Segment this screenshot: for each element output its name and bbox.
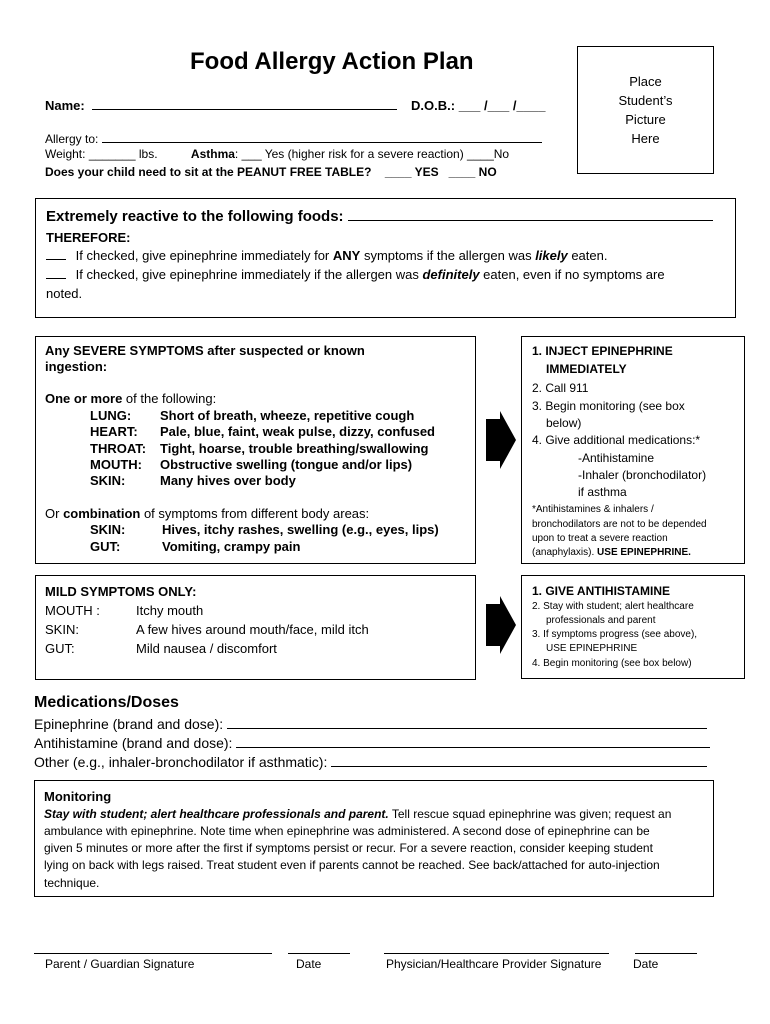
monitoring-line-4: lying on back with legs raised. Treat student even if parents cannot be reached. See back/attached for auto-injection bbox=[44, 858, 660, 872]
heart-text: Pale, blue, faint, weak pulse, dizzy, confused bbox=[160, 424, 435, 439]
sa-step1a: 1. INJECT EPINEPHRINE bbox=[532, 344, 673, 358]
severe-item-lung bbox=[90, 408, 414, 423]
allergy-label: Allergy to: bbox=[45, 132, 99, 146]
combo-gut-text: Vomiting, crampy pain bbox=[162, 539, 301, 554]
sa-med2: -Inhaler (bronchodilator) bbox=[578, 468, 707, 482]
dob-label: D.O.B.: bbox=[411, 98, 456, 113]
severe-item-skin bbox=[90, 473, 296, 488]
picture-line-3: Picture bbox=[625, 112, 666, 127]
ma-step2a: 2. Stay with student; alert healthcare bbox=[532, 601, 694, 612]
opt1-any: ANY bbox=[332, 248, 361, 263]
picture-line-2: Student’s bbox=[618, 93, 673, 108]
checkbox-line-definitely[interactable] bbox=[46, 267, 66, 279]
sa-step3a: 3. Begin monitoring (see box bbox=[532, 399, 685, 413]
combination-line bbox=[45, 506, 369, 521]
therefore-label: THEREFORE: bbox=[46, 230, 131, 245]
mild-symptoms-box bbox=[35, 575, 476, 680]
sa-step3b: below) bbox=[546, 416, 582, 430]
opt1-likely: likely bbox=[535, 248, 568, 263]
student-picture-box[interactable] bbox=[577, 46, 714, 174]
combination-rest: of symptoms from different body areas: bbox=[140, 506, 370, 521]
lung-text: Short of breath, wheeze, repetitive cough bbox=[160, 408, 415, 423]
mild-actions-box bbox=[521, 575, 745, 679]
severe-symptoms-box bbox=[35, 336, 476, 564]
antihistamine-row bbox=[34, 735, 710, 751]
ma-step2b: professionals and parent bbox=[546, 615, 656, 626]
mild-item-gut bbox=[45, 641, 277, 656]
severe-heading-2: ingestion: bbox=[45, 359, 108, 374]
throat-label: THROAT: bbox=[90, 441, 147, 456]
allergy-field[interactable] bbox=[102, 130, 542, 143]
ma-step1: 1. GIVE ANTIHISTAMINE bbox=[532, 584, 671, 598]
sa-step2: 2. Call 911 bbox=[532, 381, 589, 395]
severe-item-mouth bbox=[90, 457, 412, 472]
peanut-row bbox=[45, 165, 497, 179]
reactive-foods-box bbox=[35, 198, 736, 318]
epinephrine-label: Epinephrine (brand and dose): bbox=[34, 716, 224, 732]
opt1-text-c: eaten. bbox=[567, 248, 608, 263]
mild-skin-text: A few hives around mouth/face, mild itch bbox=[136, 622, 369, 637]
date1-line[interactable] bbox=[288, 953, 350, 954]
physician-signature-label: Physician/Healthcare Provider Signature bbox=[386, 957, 602, 971]
mild-mouth-text: Itchy mouth bbox=[136, 603, 204, 618]
severe-heading-1: Any SEVERE SYMPTOMS after suspected or known bbox=[45, 343, 365, 358]
sa-med3: if asthma bbox=[578, 485, 627, 499]
one-or-more-bold: One or more bbox=[45, 391, 123, 406]
combo-skin-text: Hives, itchy rashes, swelling (e.g., eyes, lips) bbox=[162, 522, 439, 537]
parent-signature-line[interactable] bbox=[34, 953, 272, 954]
throat-text: Tight, hoarse, trouble breathing/swallowing bbox=[160, 441, 429, 456]
sa-note3: upon to treat a severe reaction bbox=[532, 533, 668, 544]
sa-step1b: IMMEDIATELY bbox=[546, 362, 627, 376]
monitoring-line-3: given 5 minutes or more after the first if symptoms persist or recur. For a severe reaction, consider keeping student bbox=[44, 841, 653, 855]
monitoring-line-1 bbox=[44, 807, 671, 821]
weight-unit: lbs. bbox=[138, 147, 158, 161]
checkbox-line-any[interactable] bbox=[46, 248, 66, 260]
monitoring-line-5: technique. bbox=[44, 876, 100, 890]
one-or-more-rest: of the following: bbox=[122, 391, 217, 406]
combo-gut-label: GUT: bbox=[90, 539, 121, 554]
picture-line-4: Here bbox=[631, 131, 660, 146]
allergy-row bbox=[45, 130, 542, 146]
other-med-row bbox=[34, 754, 707, 770]
weight-label: Weight: bbox=[45, 147, 86, 161]
sa-note4-a: (anaphylaxis). bbox=[532, 547, 595, 558]
name-row bbox=[45, 95, 545, 113]
combination-bold: combination bbox=[63, 506, 141, 521]
severe-actions-box bbox=[521, 336, 745, 564]
heart-label: HEART: bbox=[90, 424, 138, 439]
mouth-text: Obstructive swelling (tongue and/or lips) bbox=[160, 457, 413, 472]
monitoring-heading: Monitoring bbox=[44, 789, 112, 804]
arrow-right-icon bbox=[486, 596, 516, 659]
epinephrine-row bbox=[34, 716, 707, 732]
sa-note2: bronchodilators are not to be depended bbox=[532, 519, 707, 530]
picture-line-1: Place bbox=[629, 74, 662, 89]
mild-gut-label: GUT: bbox=[45, 641, 75, 656]
mouth-label: MOUTH: bbox=[90, 457, 142, 472]
date1-label: Date bbox=[296, 957, 322, 971]
physician-signature-line[interactable] bbox=[384, 953, 609, 954]
arrow-right-icon bbox=[486, 411, 516, 474]
reactive-heading: Extremely reactive to the following foods: bbox=[46, 208, 344, 225]
asthma-options[interactable]: : ___ Yes (higher risk for a severe reaction) ____No bbox=[234, 147, 510, 161]
other-med-field[interactable] bbox=[331, 754, 707, 767]
asthma-label: Asthma bbox=[190, 147, 235, 161]
opt2-text-a: If checked, give epinephrine immediately if the allergen was bbox=[75, 267, 423, 282]
mild-mouth-label: MOUTH : bbox=[45, 603, 100, 618]
medications-heading: Medications/Doses bbox=[34, 694, 179, 711]
sa-step4: 4. Give additional medications:* bbox=[532, 433, 701, 447]
ma-step3b: USE EPINEPHRINE bbox=[546, 643, 638, 654]
epinephrine-field[interactable] bbox=[227, 716, 707, 729]
skin-text: Many hives over body bbox=[160, 473, 296, 488]
name-field[interactable] bbox=[92, 95, 397, 110]
ma-step3a: 3. If symptoms progress (see above), bbox=[532, 629, 698, 640]
severe-item-throat bbox=[90, 441, 428, 456]
severe-item-heart bbox=[90, 424, 435, 439]
sa-med1: -Antihistamine bbox=[578, 451, 655, 465]
one-or-more-line bbox=[45, 391, 216, 406]
mild-gut-text: Mild nausea / discomfort bbox=[136, 641, 277, 656]
combo-skin-label: SKIN: bbox=[90, 522, 126, 537]
weight-field[interactable]: _______ bbox=[88, 147, 136, 161]
monitoring-box bbox=[34, 780, 714, 897]
monitoring-line-2: ambulance with epinephrine. Note time when epinephrine was administered. A second dose of epinephrine can be bbox=[44, 824, 650, 838]
reactive-option-1 bbox=[46, 248, 607, 263]
ma-step4: 4. Begin monitoring (see box below) bbox=[532, 658, 692, 669]
sa-note4 bbox=[532, 547, 691, 558]
name-label: Name: bbox=[45, 98, 85, 113]
peanut-options[interactable]: ____ YES ____ NO bbox=[384, 165, 497, 179]
mild-item-mouth bbox=[45, 603, 203, 618]
other-med-label: Other (e.g., inhaler-bronchodilator if asthmatic): bbox=[34, 754, 328, 770]
reactive-foods-field[interactable] bbox=[348, 207, 713, 221]
parent-signature-label: Parent / Guardian Signature bbox=[45, 957, 195, 971]
antihistamine-field[interactable] bbox=[236, 735, 710, 748]
sa-note4-b: USE EPINEPHRINE. bbox=[597, 547, 691, 558]
combo-item-skin bbox=[90, 522, 439, 537]
peanut-question: Does your child need to sit at the PEANUT FREE TABLE? bbox=[45, 165, 372, 179]
or-pre: Or bbox=[45, 506, 64, 521]
opt1-text-a: If checked, give epinephrine immediately for bbox=[75, 248, 333, 263]
opt2-definitely: definitely bbox=[422, 267, 480, 282]
reactive-heading-row bbox=[46, 207, 713, 225]
mild-item-skin bbox=[45, 622, 369, 637]
skin-label: SKIN: bbox=[90, 473, 126, 488]
opt1-text-b: symptoms if the allergen was bbox=[360, 248, 536, 263]
lung-label: LUNG: bbox=[90, 408, 132, 423]
combo-item-gut bbox=[90, 539, 300, 554]
dob-field[interactable]: ___ /___ /____ bbox=[458, 98, 546, 113]
weight-row bbox=[45, 147, 509, 161]
mild-heading: MILD SYMPTOMS ONLY: bbox=[45, 584, 197, 599]
antihistamine-label: Antihistamine (brand and dose): bbox=[34, 735, 233, 751]
monitoring-bold-italic: Stay with student; alert healthcare professionals and parent. bbox=[44, 807, 389, 821]
date2-label: Date bbox=[633, 957, 659, 971]
monitoring-l1-rest: Tell rescue squad epinephrine was given; request an bbox=[388, 807, 672, 821]
page-title: Food Allergy Action Plan bbox=[190, 48, 474, 75]
sa-note1: *Antihistamines & inhalers / bbox=[532, 504, 654, 515]
mild-skin-label: SKIN: bbox=[45, 622, 79, 637]
reactive-option-2 bbox=[46, 267, 665, 282]
opt2-text-b: eaten, even if no symptoms are bbox=[479, 267, 665, 282]
opt2-continuation: noted. bbox=[46, 286, 83, 301]
date2-line[interactable] bbox=[635, 953, 697, 954]
